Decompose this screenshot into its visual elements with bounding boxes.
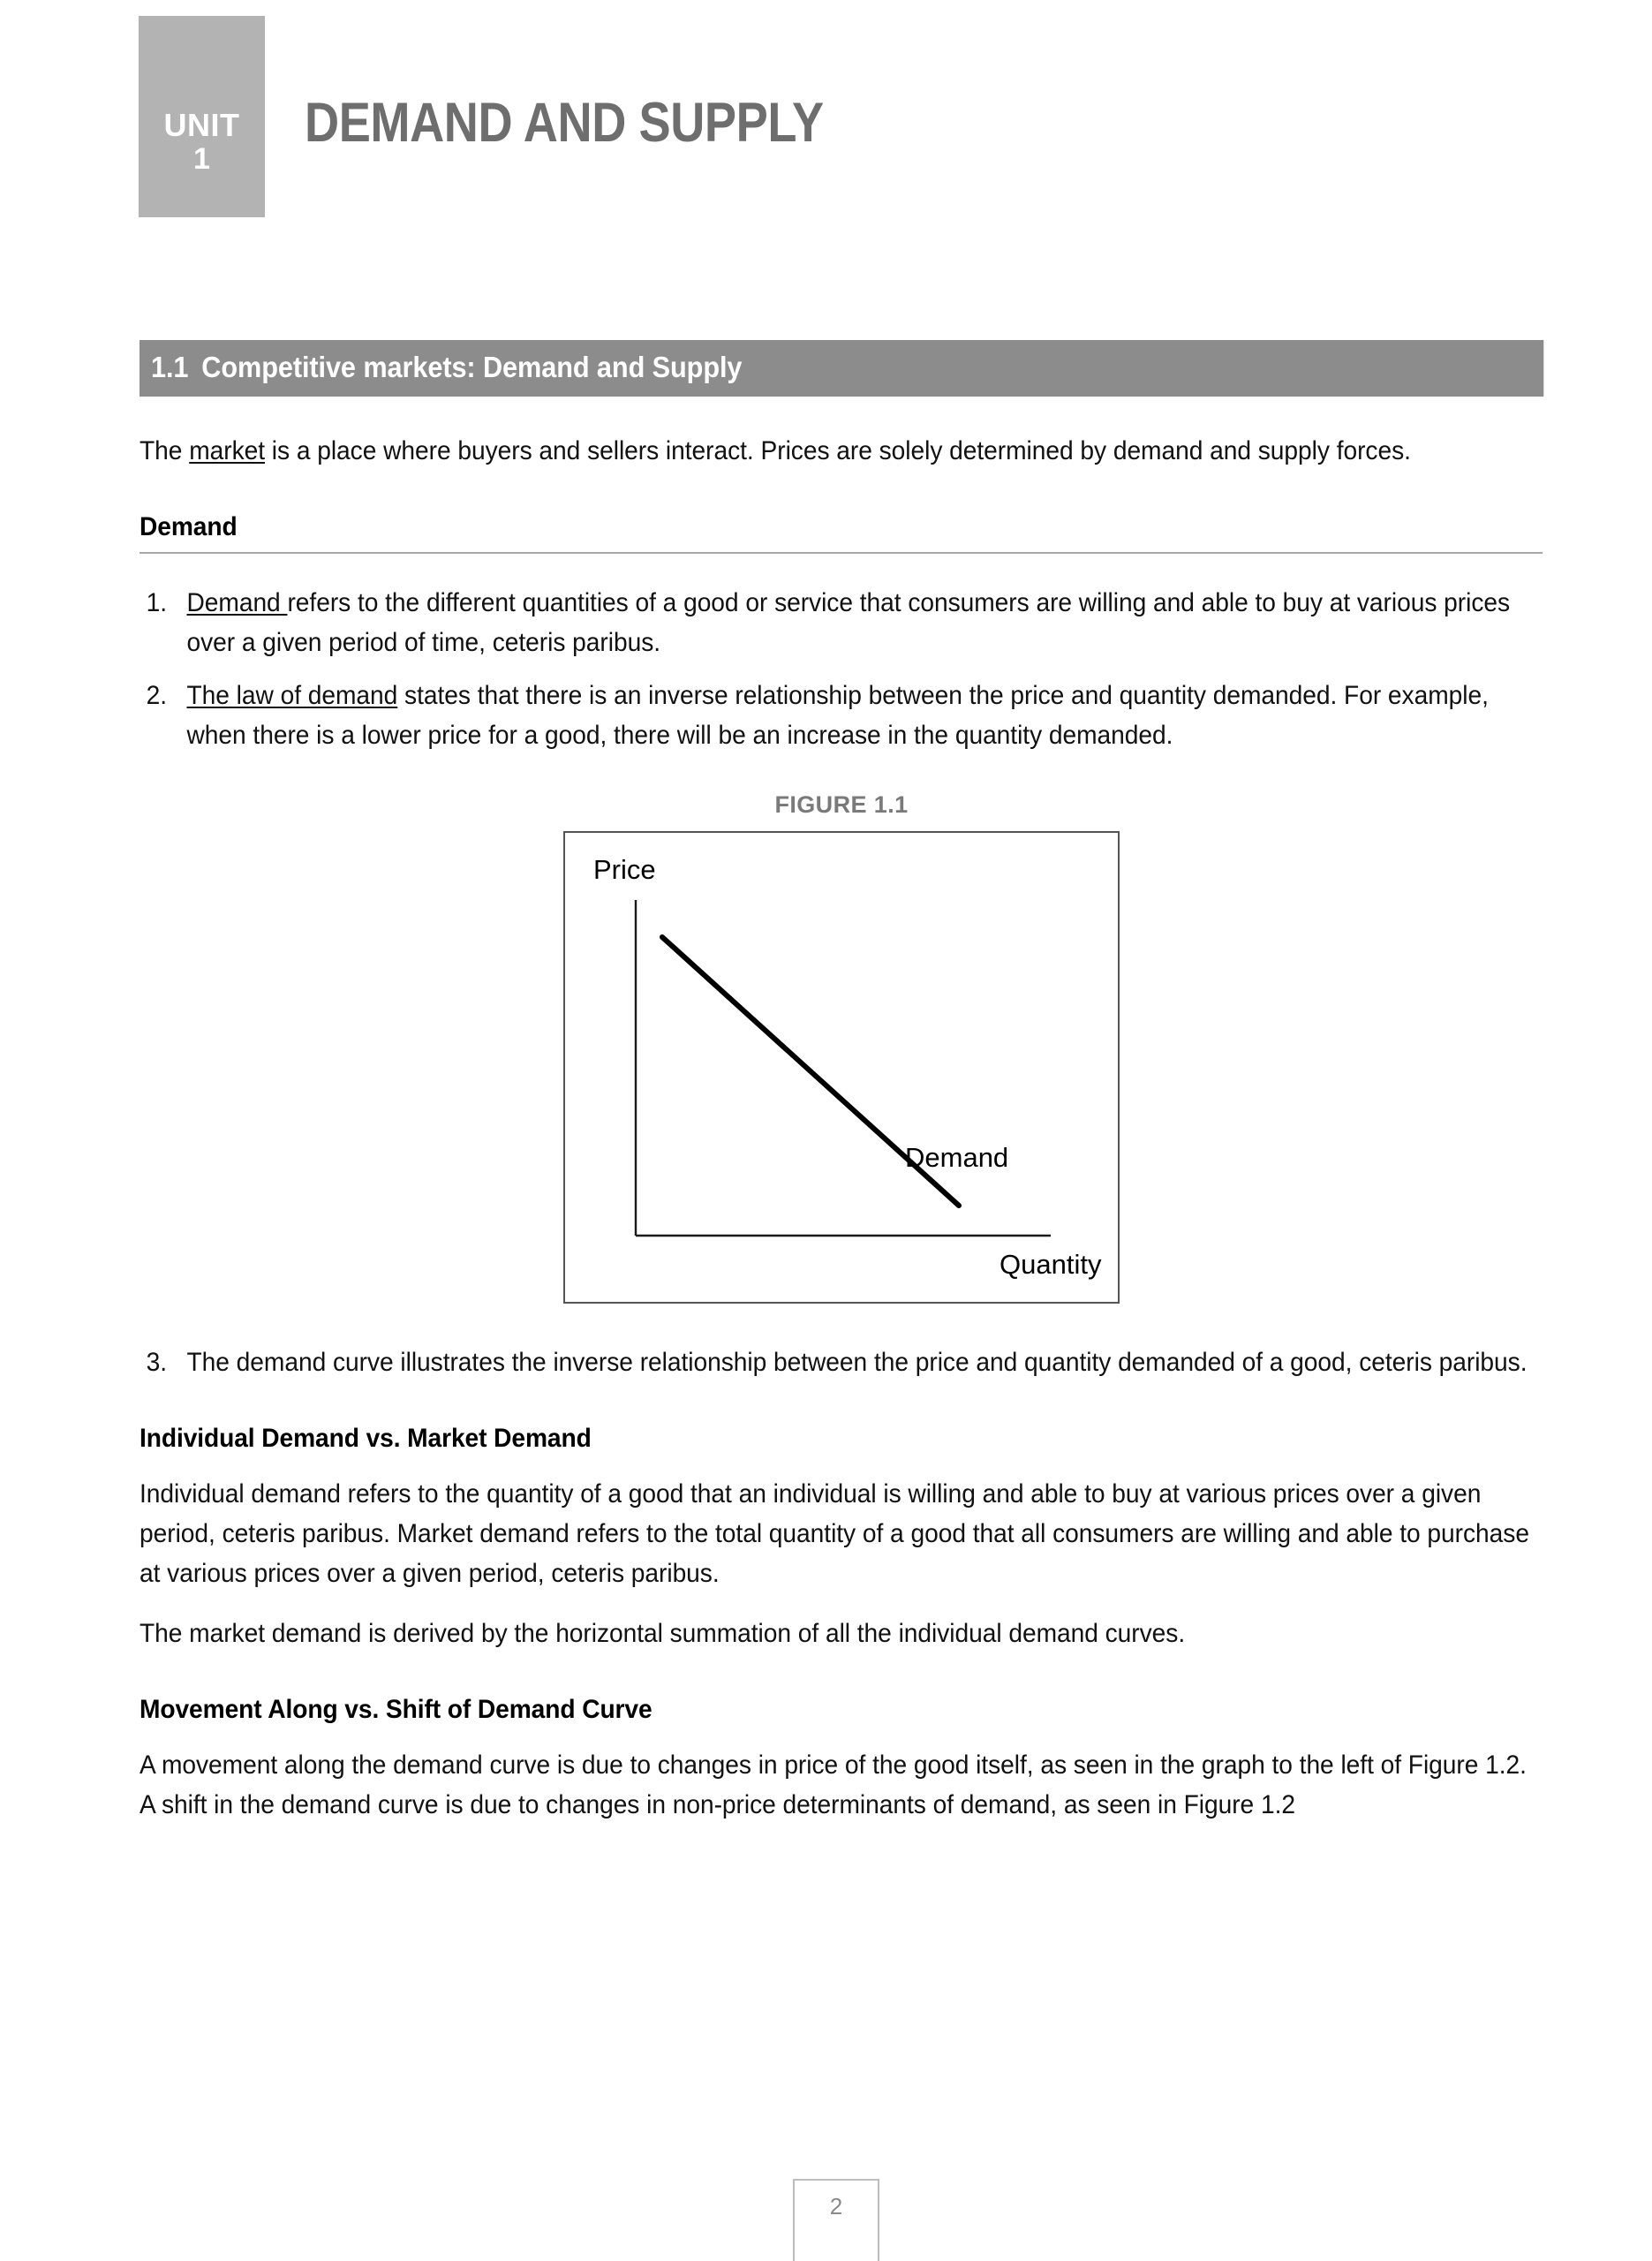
movement-shift-paragraph-1: A movement along the demand curve is due to changes in price of the good itself, as seen in the graph to the left of Figure 1.2. A shift in the demand curve is due to changes in non-price determinants of demand, as seen in Figure 1.2 — [140, 1751, 1527, 1820]
content-column — [140, 340, 1543, 1826]
individual-market-paragraph-2: The market demand is derived by the horizontal summation of all the individual demand curves. — [140, 1619, 1186, 1649]
list-item-underlined-term: Demand — [186, 587, 288, 617]
list-item-text: The demand curve illustrates the inverse relationship between the price and quantity demanded of a good, ceteris paribus. — [186, 1348, 1528, 1378]
page-number: 2 — [829, 2193, 843, 2219]
intro-paragraph — [140, 432, 1543, 472]
unit-badge — [139, 16, 265, 217]
list-item-marker: 1. — [146, 587, 168, 617]
list-item — [140, 677, 1543, 756]
unit-badge-label: UNIT — [163, 106, 240, 143]
list-item-underlined-term: The law of demand — [186, 681, 398, 711]
demand-definition-list — [140, 584, 1543, 756]
individual-market-heading: Individual Demand vs. Market Demand — [140, 1423, 592, 1453]
demand-curve-list — [140, 1343, 1543, 1383]
list-item-text: states that there is an inverse relationship between the price and quantity demanded. For example, when there is a lower price for a good, there will be an increase in the quantity demanded. — [186, 681, 1489, 751]
demand-heading: Demand — [140, 512, 1543, 554]
individual-market-paragraph-1: Individual demand refers to the quantity of a good that an individual is willing and able to buy at various prices over a given period, ceteris paribus. Market demand refers to the total quantity of a good that all consumers are willing and able to purchase at various prices over a given period, ceteris paribus. — [140, 1478, 1529, 1588]
list-item-text: refers to the different quantities of a good or service that consumers are willing and able to buy at various prices over a given period of time, ceteris paribus. — [186, 587, 1511, 657]
movement-shift-heading: Movement Along vs. Shift of Demand Curve — [140, 1695, 653, 1725]
list-item — [140, 584, 1543, 663]
list-item — [140, 1343, 1543, 1383]
y-axis-label: Price — [593, 854, 656, 886]
figure-caption: FIGURE 1.1 — [774, 791, 909, 819]
list-item-marker: 2. — [146, 681, 168, 711]
section-number: 1.1 — [151, 351, 189, 383]
demand-curve-chart — [565, 833, 1118, 1302]
unit-badge-number: 1 — [193, 141, 210, 176]
intro-underlined-term: market — [189, 436, 266, 465]
intro-text-part1: The — [140, 436, 190, 465]
page-footer — [793, 2179, 879, 2261]
section-heading-bar — [140, 340, 1543, 397]
figure-box — [563, 831, 1120, 1304]
section-title: Competitive markets: Demand and Supply — [201, 351, 743, 383]
page-title: DEMAND AND SUPPLY — [305, 92, 824, 154]
intro-text-part2: is a place where buyers and sellers interact. Prices are solely determined by demand and supply forces. — [265, 436, 1411, 465]
x-axis-label: Quantity — [999, 1249, 1102, 1281]
demand-curve-label: Demand — [905, 1142, 1009, 1174]
list-item-marker: 3. — [146, 1348, 168, 1378]
figure-1-1 — [140, 791, 1543, 1308]
page-header — [0, 0, 1652, 221]
